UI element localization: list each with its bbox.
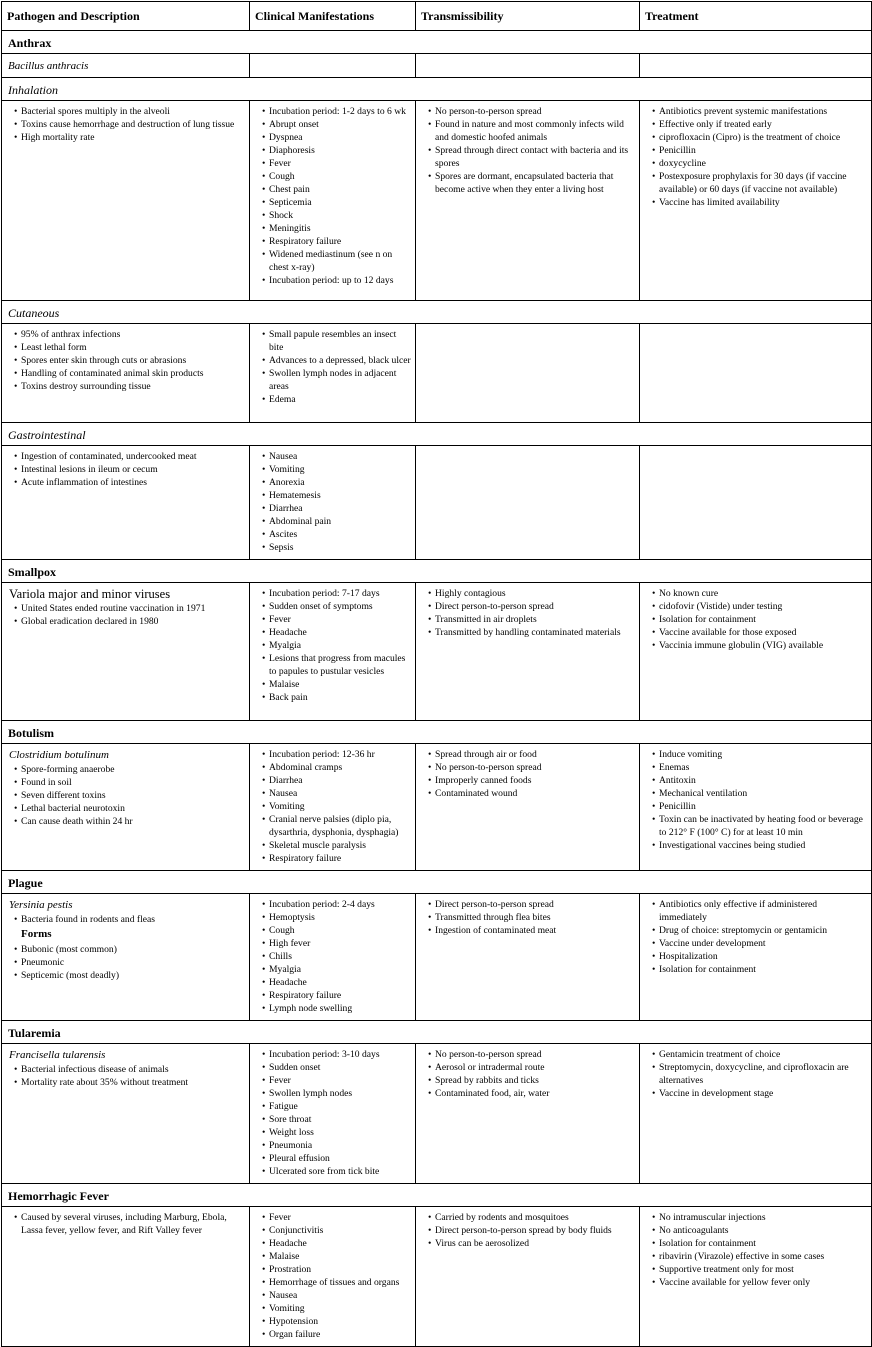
list-item: • Vaccine available for yellow fever only <box>659 1276 867 1289</box>
transmissibility-cell <box>416 583 640 721</box>
list-item: • Sudden onset <box>269 1061 411 1074</box>
manifestations-cell <box>250 324 416 423</box>
col-header-pathogen: Pathogen and Description <box>2 2 250 31</box>
list-item: • Least lethal form <box>21 341 245 354</box>
list-item: • Handling of contaminated animal skin products <box>21 367 245 380</box>
empty-cell <box>416 324 640 423</box>
description-cell <box>2 101 250 301</box>
list-item: • Improperly canned foods <box>435 774 635 787</box>
section-title: Anthrax <box>2 31 872 54</box>
list-item: • Anorexia <box>269 476 411 489</box>
organism-name: Francisella tularensis <box>9 1049 106 1061</box>
list-item: • Cough <box>269 924 411 937</box>
list-item: • Weight loss <box>269 1126 411 1139</box>
transmissibility-cell <box>416 744 640 871</box>
list-item: • Toxins cause hemorrhage and destruction of lung tissue <box>21 118 245 131</box>
list-item: • Incubation period: 2-4 days <box>269 898 411 911</box>
description-cell <box>2 324 250 423</box>
list-item: • Toxins destroy surrounding tissue <box>21 380 245 393</box>
list-item: • Shock <box>269 209 411 222</box>
list-item: • Transmitted in air droplets <box>435 613 635 626</box>
treatment-cell <box>640 1044 872 1184</box>
description-cell <box>2 894 250 1021</box>
list-item: • Nausea <box>269 450 411 463</box>
list-item: • Postexposure prophylaxis for 30 days (if vaccine available) or 60 days (if vaccine not available) <box>659 170 867 196</box>
list-item: • Transmitted through flea bites <box>435 911 635 924</box>
organism-row-anthrax <box>2 54 872 78</box>
section-row-tularemia <box>2 1021 872 1044</box>
list-item: • Back pain <box>269 691 411 704</box>
list-item: • Ingestion of contaminated, undercooked meat <box>21 450 245 463</box>
list-item: • No known cure <box>659 587 867 600</box>
list-item: • Spread through air or food <box>435 748 635 761</box>
section-row-smallpox <box>2 560 872 583</box>
treatment-cell <box>640 894 872 1021</box>
transmissibility-cell <box>416 1044 640 1184</box>
list-item: • Direct person-to-person spread <box>435 898 635 911</box>
list-item: • Incubation period: 3-10 days <box>269 1048 411 1061</box>
list-item: • Headache <box>269 1237 411 1250</box>
list-item: • Diaphoresis <box>269 144 411 157</box>
list-item: • Lymph node swelling <box>269 1002 411 1015</box>
list-item: • Septicemic (most deadly) <box>21 969 245 982</box>
table-row <box>2 583 872 721</box>
subsection-row-gastrointestinal <box>2 423 872 446</box>
list-item: • Diarrhea <box>269 502 411 515</box>
list-item: • Spores are dormant, encapsulated bacteria that become active when they enter a living host <box>435 170 635 196</box>
list-item: • Prostration <box>269 1263 411 1276</box>
list-item: • Edema <box>269 393 411 406</box>
list-item: • Isolation for containment <box>659 963 867 976</box>
transmissibility-cell <box>416 101 640 301</box>
list-item: • Incubation period: up to 12 days <box>269 274 411 287</box>
table-row <box>2 744 872 871</box>
list-item: • Mortality rate about 35% without treatment <box>21 1076 245 1089</box>
list-item: • Induce vomiting <box>659 748 867 761</box>
treatment-cell <box>640 744 872 871</box>
description-cell <box>2 583 250 721</box>
list-item: • Antibiotics prevent systemic manifestations <box>659 105 867 118</box>
list-item: • Contaminated food, air, water <box>435 1087 635 1100</box>
list-item: • Conjunctivitis <box>269 1224 411 1237</box>
description-cell <box>2 744 250 871</box>
treatment-cell <box>640 101 872 301</box>
list-item: • Fever <box>269 613 411 626</box>
list-item: • Respiratory failure <box>269 989 411 1002</box>
table-row <box>2 1044 872 1184</box>
list-item: • Cough <box>269 170 411 183</box>
manifestations-cell <box>250 744 416 871</box>
list-item: • Pneumonic <box>21 956 245 969</box>
organism-name: Yersinia pestis <box>9 899 73 911</box>
list-item: • Widened mediastinum (see n on chest x-ray) <box>269 248 411 274</box>
section-title: Hemorrhagic Fever <box>2 1184 872 1207</box>
list-item: • Abdominal cramps <box>269 761 411 774</box>
table-row <box>2 1207 872 1347</box>
list-item: • No person-to-person spread <box>435 105 635 118</box>
header-row <box>2 2 872 31</box>
treatment-cell <box>640 583 872 721</box>
list-item: • Penicillin <box>659 800 867 813</box>
manifestations-cell <box>250 1044 416 1184</box>
section-title: Tularemia <box>2 1021 872 1044</box>
list-item: • Vaccine has limited availability <box>659 196 867 209</box>
list-item: • Transmitted by handling contaminated materials <box>435 626 635 639</box>
table-row <box>2 324 872 423</box>
empty-cell <box>416 446 640 560</box>
list-item: • Hematemesis <box>269 489 411 502</box>
list-item: • Swollen lymph nodes <box>269 1087 411 1100</box>
list-item: • Fever <box>269 1211 411 1224</box>
list-item: • Incubation period: 7-17 days <box>269 587 411 600</box>
list-item: • cidofovir (Vistide) under testing <box>659 600 867 613</box>
list-item: • Intestinal lesions in ileum or cecum <box>21 463 245 476</box>
description-cell <box>2 446 250 560</box>
list-item: • Spore-forming anaerobe <box>21 763 245 776</box>
list-item: • Cranial nerve palsies (diplo pia, dysarthria, dysphonia, dysphagia) <box>269 813 411 839</box>
list-item: • Spread by rabbits and ticks <box>435 1074 635 1087</box>
list-item: • Incubation period: 1-2 days to 6 wk <box>269 105 411 118</box>
organism-name: Clostridium botulinum <box>9 749 109 761</box>
list-item: • Investigational vaccines being studied <box>659 839 867 852</box>
list-item: • No anticoagulants <box>659 1224 867 1237</box>
list-item: • No intramuscular injections <box>659 1211 867 1224</box>
list-item: • Isolation for containment <box>659 613 867 626</box>
organism-name: Bacillus anthracis <box>2 54 250 78</box>
list-item: • Abdominal pain <box>269 515 411 528</box>
list-item: • Spores enter skin through cuts or abrasions <box>21 354 245 367</box>
list-item: • Sudden onset of symptoms <box>269 600 411 613</box>
section-title: Plague <box>2 871 872 894</box>
list-item: • Fatigue <box>269 1100 411 1113</box>
list-item: • Abrupt onset <box>269 118 411 131</box>
list-item: • Organ failure <box>269 1328 411 1341</box>
list-item: • Skeletal muscle paralysis <box>269 839 411 852</box>
list-item: • Bacteria found in rodents and fleas <box>21 913 245 926</box>
list-item: • Vaccine in development stage <box>659 1087 867 1100</box>
list-item: • Hemoptysis <box>269 911 411 924</box>
list-item: • Bubonic (most common) <box>21 943 245 956</box>
list-item: • Antibiotics only effective if administered immediately <box>659 898 867 924</box>
manifestations-cell <box>250 1207 416 1347</box>
list-item: • Effective only if treated early <box>659 118 867 131</box>
list-item: • Vomiting <box>269 463 411 476</box>
list-item: • Highly contagious <box>435 587 635 600</box>
list-item: • Lesions that progress from macules to papules to pustular vesicles <box>269 652 411 678</box>
list-item: • Diarrhea <box>269 774 411 787</box>
list-item: • Acute inflammation of intestines <box>21 476 245 489</box>
forms-label: Forms <box>21 928 52 940</box>
list-item: • Sepsis <box>269 541 411 554</box>
transmissibility-cell <box>416 894 640 1021</box>
list-item: • No person-to-person spread <box>435 761 635 774</box>
list-item: • Global eradication declared in 1980 <box>21 615 245 628</box>
list-item: • Seven different toxins <box>21 789 245 802</box>
list-item: • Advances to a depressed, black ulcer <box>269 354 411 367</box>
list-item: • Headache <box>269 626 411 639</box>
list-item: • Mechanical ventilation <box>659 787 867 800</box>
list-item: • Gentamicin treatment of choice <box>659 1048 867 1061</box>
col-header-treatment: Treatment <box>640 2 872 31</box>
list-item: • Malaise <box>269 1250 411 1263</box>
list-item: • Sore throat <box>269 1113 411 1126</box>
treatment-cell <box>640 1207 872 1347</box>
empty-cell <box>640 54 872 78</box>
list-item: • Enemas <box>659 761 867 774</box>
list-item: • Direct person-to-person spread <box>435 600 635 613</box>
list-item: • Hemorrhage of tissues and organs <box>269 1276 411 1289</box>
transmissibility-cell <box>416 1207 640 1347</box>
list-item: • Vomiting <box>269 800 411 813</box>
table-row <box>2 101 872 301</box>
list-item: • Isolation for containment <box>659 1237 867 1250</box>
manifestations-cell <box>250 583 416 721</box>
list-item: • Malaise <box>269 678 411 691</box>
empty-cell <box>640 446 872 560</box>
list-item: • Small papule resembles an insect bite <box>269 328 411 354</box>
list-item: • Antitoxin <box>659 774 867 787</box>
table-row <box>2 894 872 1021</box>
organism-name: Variola major and minor viruses <box>9 587 171 601</box>
list-item: • Contaminated wound <box>435 787 635 800</box>
empty-cell <box>640 324 872 423</box>
list-item: • Bacterial spores multiply in the alveoli <box>21 105 245 118</box>
list-item: • Virus can be aerosolized <box>435 1237 635 1250</box>
list-item: • Headache <box>269 976 411 989</box>
list-item: • Vomiting <box>269 1302 411 1315</box>
list-item: • Caused by several viruses, including Marburg, Ebola, Lassa fever, yellow fever, and Rift Valley fever <box>21 1211 245 1237</box>
list-item: • Fever <box>269 1074 411 1087</box>
col-header-transmissibility: Transmissibility <box>416 2 640 31</box>
subsection-row-inhalation <box>2 78 872 101</box>
col-header-manifestations: Clinical Manifestations <box>250 2 416 31</box>
subsection-title: Inhalation <box>2 78 872 101</box>
list-item: • doxycycline <box>659 157 867 170</box>
list-item: • Direct person-to-person spread by body fluids <box>435 1224 635 1237</box>
list-item: • Carried by rodents and mosquitoes <box>435 1211 635 1224</box>
list-item: • Chills <box>269 950 411 963</box>
section-title: Smallpox <box>2 560 872 583</box>
section-row-botulism <box>2 721 872 744</box>
list-item: • 95% of anthrax infections <box>21 328 245 341</box>
list-item: • Fever <box>269 157 411 170</box>
list-item: • Myalgia <box>269 639 411 652</box>
list-item: • Swollen lymph nodes in adjacent areas <box>269 367 411 393</box>
list-item: • Respiratory failure <box>269 852 411 865</box>
list-item: • Can cause death within 24 hr <box>21 815 245 828</box>
list-item: • Penicillin <box>659 144 867 157</box>
list-item: • Vaccine available for those exposed <box>659 626 867 639</box>
list-item: • ribavirin (Virazole) effective in some cases <box>659 1250 867 1263</box>
list-item: • Dyspnea <box>269 131 411 144</box>
list-item: • Vaccine under development <box>659 937 867 950</box>
list-item: • Nausea <box>269 1289 411 1302</box>
subsection-row-cutaneous <box>2 301 872 324</box>
list-item: • Spread through direct contact with bacteria and its spores <box>435 144 635 170</box>
list-item: • Ascites <box>269 528 411 541</box>
description-cell <box>2 1207 250 1347</box>
list-item: • Bacterial infectious disease of animals <box>21 1063 245 1076</box>
list-item: • Chest pain <box>269 183 411 196</box>
list-item: • Hypotension <box>269 1315 411 1328</box>
list-item: • ciprofloxacin (Cipro) is the treatment of choice <box>659 131 867 144</box>
list-item: • Streptomycin, doxycycline, and ciprofloxacin are alternatives <box>659 1061 867 1087</box>
list-item: • Drug of choice: streptomycin or gentamicin <box>659 924 867 937</box>
manifestations-cell <box>250 446 416 560</box>
list-item: • Meningitis <box>269 222 411 235</box>
list-item: • Lethal bacterial neurotoxin <box>21 802 245 815</box>
list-item: • Ingestion of contaminated meat <box>435 924 635 937</box>
table-row <box>2 446 872 560</box>
section-row-plague <box>2 871 872 894</box>
subsection-title: Cutaneous <box>2 301 872 324</box>
list-item: • Ulcerated sore from tick bite <box>269 1165 411 1178</box>
empty-cell <box>416 54 640 78</box>
list-item: • Septicemia <box>269 196 411 209</box>
list-item: • United States ended routine vaccination in 1971 <box>21 602 245 615</box>
section-row-anthrax <box>2 31 872 54</box>
list-item: • Found in soil <box>21 776 245 789</box>
section-title: Botulism <box>2 721 872 744</box>
empty-cell <box>250 54 416 78</box>
subsection-title: Gastrointestinal <box>2 423 872 446</box>
manifestations-cell <box>250 101 416 301</box>
section-row-hemorrhagic-fever <box>2 1184 872 1207</box>
list-item: • Myalgia <box>269 963 411 976</box>
list-item: • Hospitalization <box>659 950 867 963</box>
list-item: • Pleural effusion <box>269 1152 411 1165</box>
list-item: • Vaccinia immune globulin (VIG) available <box>659 639 867 652</box>
bioterrorism-agents-table <box>1 1 872 1347</box>
list-item: • Incubation period: 12-36 hr <box>269 748 411 761</box>
list-item: • Aerosol or intradermal route <box>435 1061 635 1074</box>
list-item: • Supportive treatment only for most <box>659 1263 867 1276</box>
list-item: • Nausea <box>269 787 411 800</box>
list-item: • Found in nature and most commonly infects wild and domestic hoofed animals <box>435 118 635 144</box>
description-cell <box>2 1044 250 1184</box>
manifestations-cell <box>250 894 416 1021</box>
list-item: • Respiratory failure <box>269 235 411 248</box>
list-item: • Pneumonia <box>269 1139 411 1152</box>
list-item: • No person-to-person spread <box>435 1048 635 1061</box>
list-item: • High mortality rate <box>21 131 245 144</box>
list-item: • High fever <box>269 937 411 950</box>
list-item: • Toxin can be inactivated by heating food or beverage to 212° F (100° C) for at least 10 min <box>659 813 867 839</box>
